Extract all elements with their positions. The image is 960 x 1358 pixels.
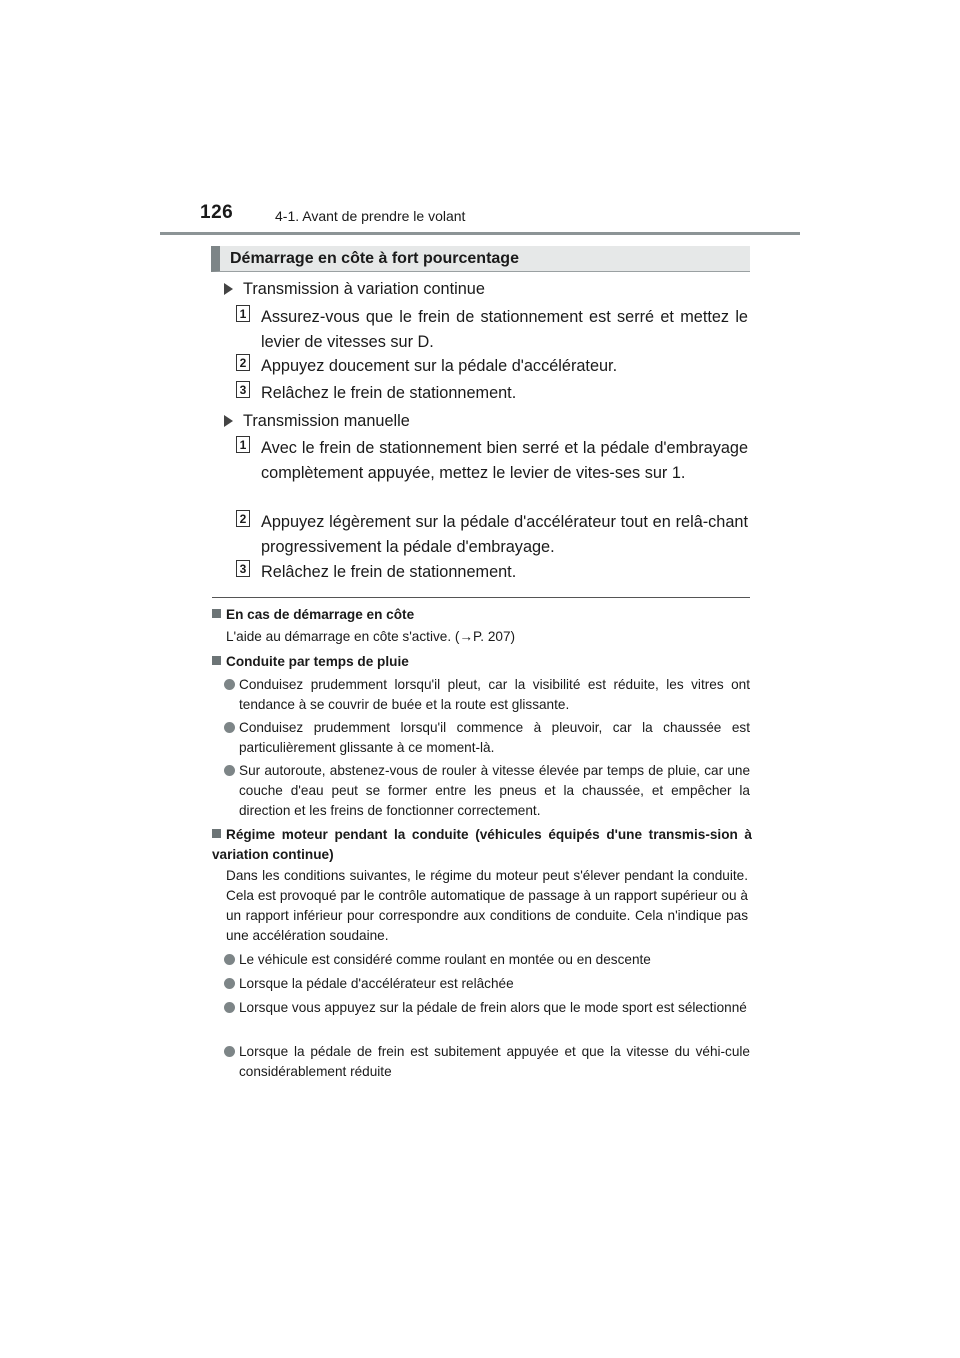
- circle-bullet-icon: [224, 765, 235, 776]
- step-number: 3: [236, 560, 250, 577]
- triangle-bullet-icon: [224, 415, 233, 427]
- step-text: Relâchez le frein de stationnement.: [261, 563, 517, 581]
- engine-bullet-2: [224, 974, 750, 994]
- circle-bullet-icon: [224, 978, 235, 989]
- square-bullet-icon: [212, 656, 221, 665]
- circle-bullet-icon: [224, 1046, 235, 1057]
- circle-bullet-icon: [224, 679, 235, 690]
- step-text: Avec le frein de stationnement bien serré et la pédale d'embrayage complètement appuyée, mettez le levier de vites-ses sur 1.: [261, 439, 748, 482]
- bullet-text: Sur autoroute, abstenez-vous de rouler à vitesse élevée par temps de pluie, car une couche d'eau peut se former entre les pneus et la chaussée, et empêcher la direction et les freins de fonctionner correctement.: [239, 763, 750, 818]
- note-heading-text: En cas de démarrage en côte: [226, 607, 415, 622]
- bullet-text: Lorsque la pédale de frein est subitement appuyée et que la vitesse du véhi-cule considérablement réduite: [239, 1044, 750, 1079]
- engine-bullet-1: [224, 950, 750, 970]
- manual-heading: [224, 412, 410, 431]
- note-heading-text: Régime moteur pendant la conduite (véhicules équipés d'une transmis-sion à variation continue): [212, 827, 752, 862]
- bullet-text: Conduisez prudemment lorsqu'il commence à pleuvoir, car la chaussée est particulièrement glissante à ce moment-là.: [239, 720, 750, 755]
- circle-bullet-icon: [224, 722, 235, 733]
- cvt-step-1: [236, 305, 748, 355]
- step-number: 1: [236, 436, 250, 453]
- bullet-text: Lorsque la pédale d'accélérateur est relâchée: [239, 976, 514, 991]
- cvt-heading: [224, 280, 485, 299]
- rain-bullet-1: [224, 675, 750, 715]
- rain-bullet-2: [224, 718, 750, 758]
- step-text: Assurez-vous que le frein de stationnement est serré et mettez le levier de vitesses sur D.: [261, 308, 748, 351]
- step-number: 1: [236, 305, 250, 322]
- note-heading-rain: [212, 652, 752, 672]
- note-heading-hill-start: [212, 605, 752, 625]
- step-number: 2: [236, 510, 250, 527]
- note-text-hill-start: L'aide au démarrage en côte s'active. (→P. 207): [226, 629, 516, 644]
- cvt-heading-text: Transmission à variation continue: [243, 280, 485, 298]
- circle-bullet-icon: [224, 954, 235, 965]
- rain-bullet-3: [224, 761, 750, 821]
- note-text-engine-speed: Dans les conditions suivantes, le régime du moteur peut s'élever pendant la conduite. Cela est provoqué par le contrôle automatique de passage à un rapport supérieur ou à un rapport inférieur pour correspondre aux conditions de conduite. Cela n'indique pas une accélération soudaine.: [226, 868, 748, 943]
- note-heading-text: Conduite par temps de pluie: [226, 654, 409, 669]
- manual-step-2: [236, 510, 748, 560]
- header-rule: [160, 232, 800, 235]
- section-title: Démarrage en côte à fort pourcentage: [211, 246, 750, 272]
- step-number: 2: [236, 354, 250, 371]
- bullet-text: Lorsque vous appuyez sur la pédale de frein alors que le mode sport est sélectionné: [239, 1000, 747, 1015]
- step-text: Relâchez le frein de stationnement.: [261, 384, 517, 402]
- step-text: Appuyez doucement sur la pédale d'accélérateur.: [261, 357, 618, 375]
- page-number: 126: [200, 202, 234, 223]
- bullet-text: Le véhicule est considéré comme roulant en montée ou en descente: [239, 952, 651, 967]
- section-header: 4-1. Avant de prendre le volant: [275, 208, 466, 224]
- engine-bullet-3: [224, 998, 750, 1018]
- step-text: Appuyez légèrement sur la pédale d'accélérateur tout en relâ-chant progressivement la pédale d'embrayage.: [261, 513, 748, 556]
- bullet-text: Conduisez prudemment lorsqu'il pleut, car la visibilité est réduite, les vitres ont tendance à se couvrir de buée et la route est glissante.: [239, 677, 750, 712]
- triangle-bullet-icon: [224, 283, 233, 295]
- manual-step-1: [236, 436, 748, 486]
- cvt-step-2: [236, 354, 748, 379]
- note-heading-engine-speed: [212, 825, 752, 865]
- manual-step-3: [236, 560, 748, 585]
- circle-bullet-icon: [224, 1002, 235, 1013]
- step-number: 3: [236, 381, 250, 398]
- section-divider: [212, 597, 750, 598]
- engine-bullet-4: [224, 1042, 750, 1082]
- square-bullet-icon: [212, 609, 221, 618]
- manual-heading-text: Transmission manuelle: [243, 412, 410, 430]
- square-bullet-icon: [212, 829, 221, 838]
- cvt-step-3: [236, 381, 748, 406]
